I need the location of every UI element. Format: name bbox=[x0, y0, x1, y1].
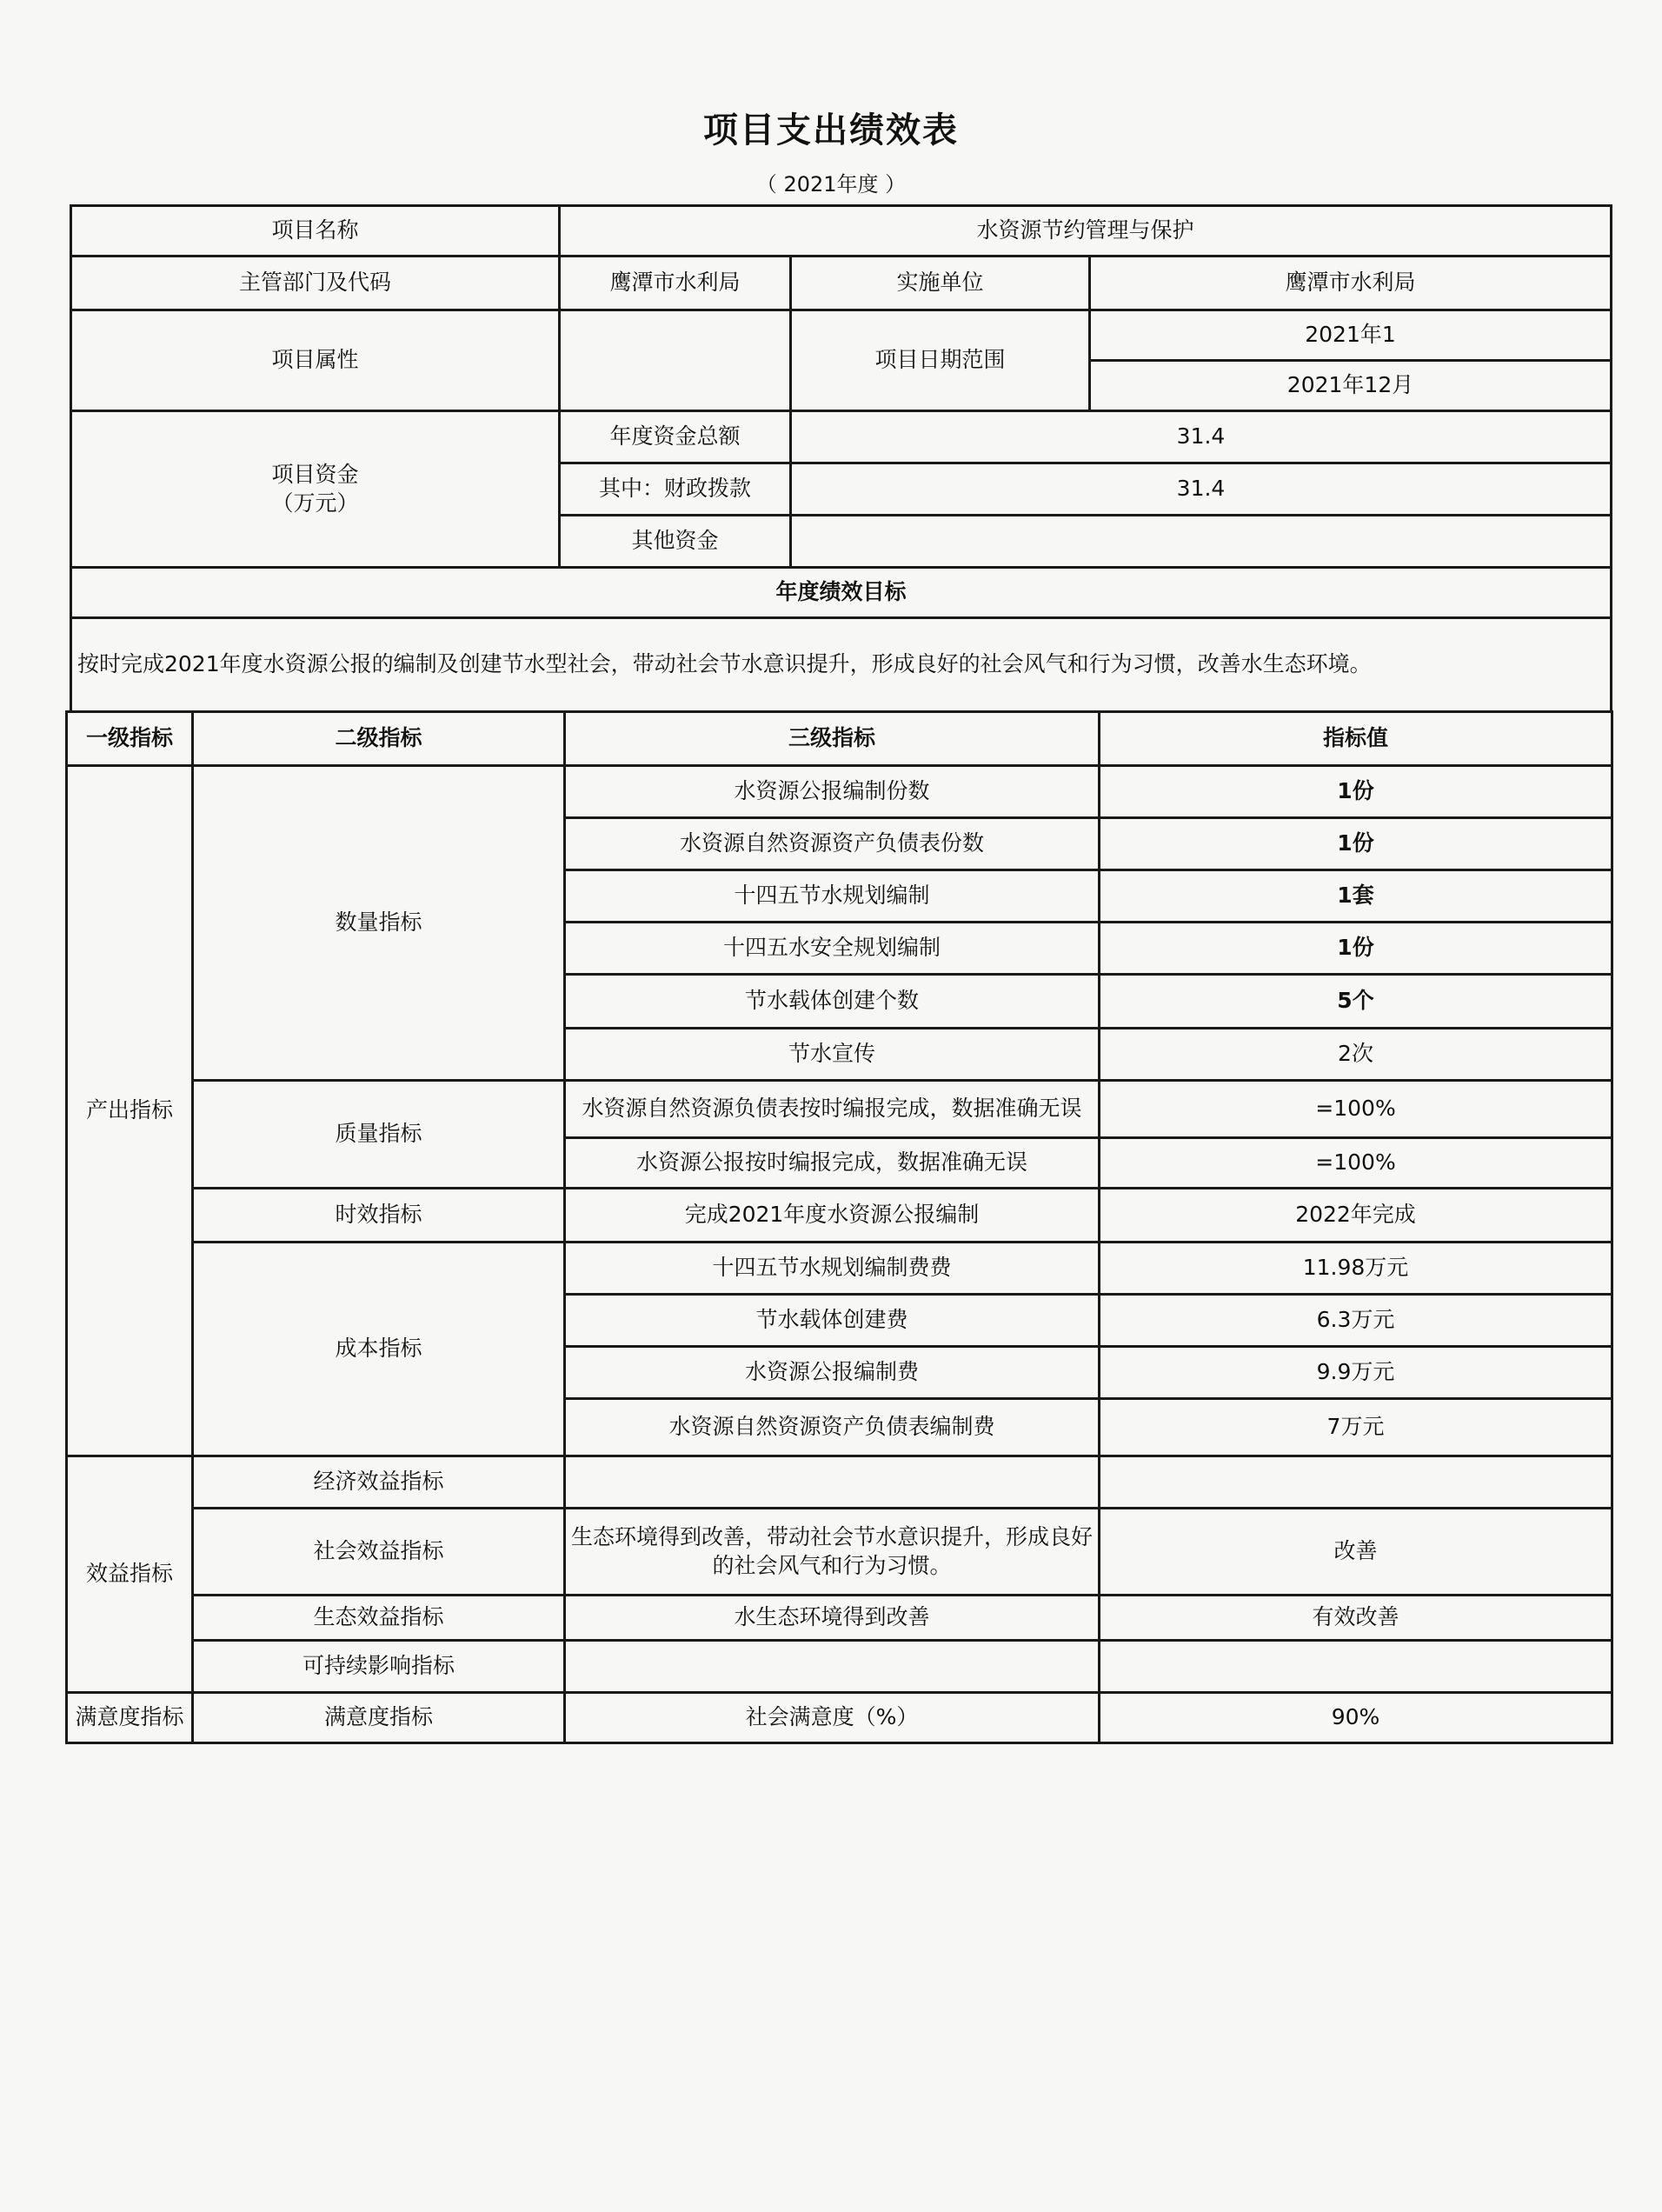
level3-cell: 十四五水安全规划编制 bbox=[565, 923, 1100, 975]
indicator-value-cell: 6.3万元 bbox=[1100, 1295, 1612, 1347]
project-info-table bbox=[70, 204, 1612, 713]
project-name-value: 水资源节约管理与保护 bbox=[560, 206, 1612, 257]
level3-cell: 生态环境得到改善，带动社会节水意识提升，形成良好的社会风气和行为习惯。 bbox=[565, 1509, 1100, 1596]
level1-cell: 满意度指标 bbox=[67, 1693, 193, 1743]
level3-cell: 水生态环境得到改善 bbox=[565, 1596, 1100, 1641]
level3-cell: 社会满意度（%） bbox=[565, 1693, 1100, 1743]
level2-cell: 质量指标 bbox=[193, 1081, 565, 1189]
level3-cell: 十四五节水规划编制 bbox=[565, 870, 1100, 923]
level2-cell: 经济效益指标 bbox=[193, 1456, 565, 1509]
date-end: 2021年12月 bbox=[1090, 361, 1612, 411]
indicator-value-cell bbox=[1100, 1641, 1612, 1693]
level2-cell: 数量指标 bbox=[193, 766, 565, 1081]
level2-cell: 生态效益指标 bbox=[193, 1596, 565, 1641]
indicator-value-cell: 5个 bbox=[1100, 975, 1612, 1029]
indicator-value-cell: 2次 bbox=[1100, 1029, 1612, 1081]
goal-header: 年度绩效目标 bbox=[71, 568, 1612, 618]
indicator-value-cell: 改善 bbox=[1100, 1509, 1612, 1596]
level3-cell: 水资源公报编制份数 bbox=[565, 766, 1100, 818]
goal-text: 按时完成2021年度水资源公报的编制及创建节水型社会，带动社会节水意识提升，形成良好的社会风气和行为习惯，改善水生态环境。 bbox=[71, 618, 1612, 712]
impl-label: 实施单位 bbox=[791, 257, 1090, 310]
fund-other-value bbox=[791, 516, 1612, 568]
level3-cell bbox=[565, 1641, 1100, 1693]
date-range-label: 项目日期范围 bbox=[791, 310, 1090, 411]
indicator-value-cell bbox=[1100, 1456, 1612, 1509]
dept-label: 主管部门及代码 bbox=[71, 257, 560, 310]
indicator-value-cell: 1份 bbox=[1100, 818, 1612, 870]
level2-cell: 时效指标 bbox=[193, 1189, 565, 1243]
indicator-value-cell: 2022年完成 bbox=[1100, 1189, 1612, 1243]
indicator-value-cell: 1份 bbox=[1100, 766, 1612, 818]
level2-cell: 可持续影响指标 bbox=[193, 1641, 565, 1693]
header-level1: 一级指标 bbox=[67, 712, 193, 766]
project-name-label: 项目名称 bbox=[71, 206, 560, 257]
indicator-value-cell: 1套 bbox=[1100, 870, 1612, 923]
level1-cell: 产出指标 bbox=[67, 766, 193, 1456]
fund-total-label: 年度资金总额 bbox=[560, 411, 791, 463]
indicator-value-cell: 11.98万元 bbox=[1100, 1243, 1612, 1295]
fund-fiscal-value: 31.4 bbox=[791, 463, 1612, 516]
impl-value: 鹰潭市水利局 bbox=[1090, 257, 1612, 310]
attr-label: 项目属性 bbox=[71, 310, 560, 411]
indicator-value-cell: 1份 bbox=[1100, 923, 1612, 975]
level3-cell: 节水载体创建费 bbox=[565, 1295, 1100, 1347]
level3-cell: 水资源自然资源负债表按时编报完成，数据准确无误 bbox=[565, 1081, 1100, 1138]
level3-cell: 节水载体创建个数 bbox=[565, 975, 1100, 1029]
fund-unit-text: （万元） bbox=[271, 490, 359, 516]
indicator-value-cell: 7万元 bbox=[1100, 1399, 1612, 1456]
fund-other-label: 其他资金 bbox=[560, 516, 791, 568]
level1-cell: 效益指标 bbox=[67, 1456, 193, 1693]
dept-value: 鹰潭市水利局 bbox=[560, 257, 791, 310]
level3-cell: 水资源自然资源资产负债表编制费 bbox=[565, 1399, 1100, 1456]
fund-fiscal-label: 其中：财政拨款 bbox=[560, 463, 791, 516]
level2-cell: 满意度指标 bbox=[193, 1693, 565, 1743]
level3-cell: 水资源自然资源资产负债表份数 bbox=[565, 818, 1100, 870]
level2-cell: 社会效益指标 bbox=[193, 1509, 565, 1596]
report-year: （ 2021年度 ） bbox=[755, 172, 907, 197]
indicator-value-cell: 90% bbox=[1100, 1693, 1612, 1743]
fund-label-text: 项目资金 bbox=[271, 462, 359, 487]
date-start: 2021年1 bbox=[1090, 310, 1612, 361]
attr-value bbox=[560, 310, 791, 411]
indicator-value-cell: =100% bbox=[1100, 1138, 1612, 1189]
fund-total-value: 31.4 bbox=[791, 411, 1612, 463]
header-value: 指标值 bbox=[1100, 712, 1612, 766]
page-title: 项目支出绩效表 bbox=[703, 110, 959, 150]
indicator-table bbox=[65, 710, 1613, 1744]
fund-label bbox=[71, 411, 560, 568]
header-level2: 二级指标 bbox=[193, 712, 565, 766]
indicator-value-cell: 9.9万元 bbox=[1100, 1347, 1612, 1399]
level3-cell: 完成2021年度水资源公报编制 bbox=[565, 1189, 1100, 1243]
indicator-value-cell: =100% bbox=[1100, 1081, 1612, 1138]
level3-cell: 水资源公报按时编报完成，数据准确无误 bbox=[565, 1138, 1100, 1189]
level3-cell: 节水宣传 bbox=[565, 1029, 1100, 1081]
level3-cell bbox=[565, 1456, 1100, 1509]
indicator-value-cell: 有效改善 bbox=[1100, 1596, 1612, 1641]
level3-cell: 水资源公报编制费 bbox=[565, 1347, 1100, 1399]
level3-cell: 十四五节水规划编制费费 bbox=[565, 1243, 1100, 1295]
level2-cell: 成本指标 bbox=[193, 1243, 565, 1456]
header-level3: 三级指标 bbox=[565, 712, 1100, 766]
